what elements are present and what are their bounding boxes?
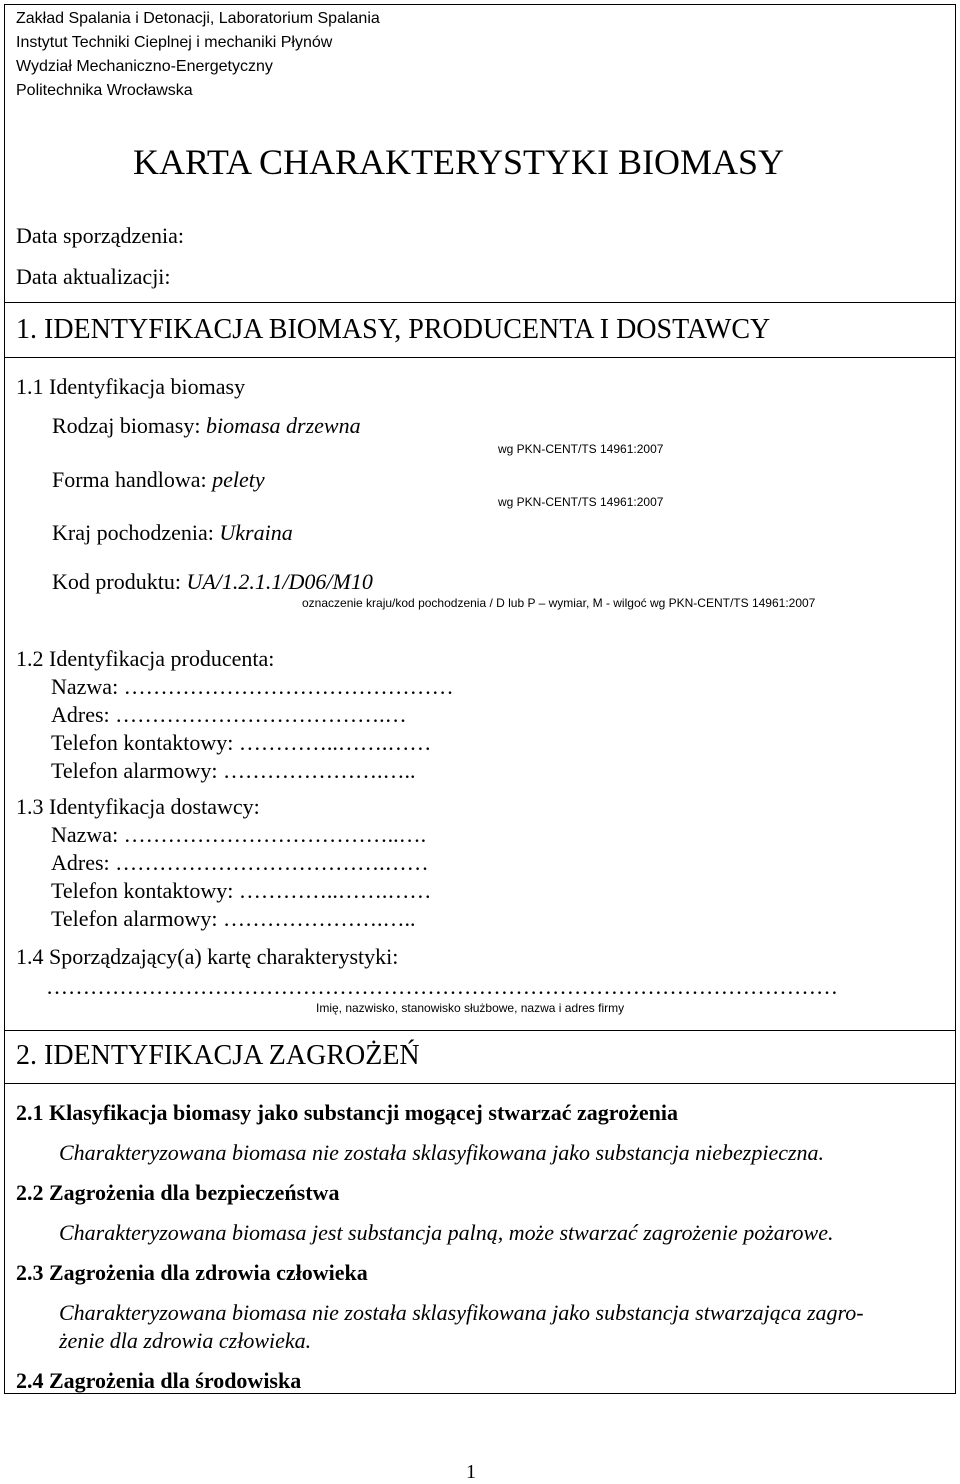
standard-note-1: wg PKN-CENT/TS 14961:2007 [498,442,664,456]
section1-heading: 1. IDENTYFIKACJA BIOMASY, PRODUCENTA I DOSTAWCY [16,314,771,345]
header-line-1: Zakład Spalania i Detonacji, Laboratorium Spalania [16,10,380,27]
s13-heading: 1.3 Identyfikacja dostawcy: [16,794,260,819]
producent-alarm-field: Telefon alarmowy: ………………….….. [51,758,416,783]
product-code-label: Kod produktu: [52,569,181,594]
country-row [52,520,293,546]
s24-heading: 2.4 Zagrożenia dla środowiska [16,1368,302,1393]
s23-text-line-2: żenie dla zdrowia człowieka. [59,1328,312,1353]
divider-section2-top [4,1030,956,1031]
s22-heading: 2.2 Zagrożenia dla bezpieczeństwa [16,1180,340,1205]
product-code-row [52,569,373,595]
date-updated-label: Data aktualizacji: [16,264,171,289]
header-line-2: Instytut Techniki Cieplnej i mechaniki Płynów [16,34,333,51]
institution-header [16,7,380,103]
section2-heading: 2. IDENTYFIKACJA ZAGROŻEŃ [16,1040,420,1071]
producent-phone-field: Telefon kontaktowy: …………..…….…… [51,730,432,755]
s23-text-line-1: Charakteryzowana biomasa nie została sklasyfikowana jako substancja stwarzająca zagro- [59,1300,864,1325]
country-value: Ukraina [219,520,293,545]
s21-text: Charakteryzowana biomasa nie została sklasyfikowana jako substancja niebezpieczna. [59,1140,825,1165]
biomass-type-value: biomasa drzewna [205,413,361,438]
divider-title [4,302,956,303]
supplier-block [16,793,431,933]
producent-address-field: Adres: ……………………………….… [51,702,407,727]
biomass-type-label: Rodzaj biomasy: [52,413,201,438]
s22-text: Charakteryzowana biomasa jest substancja palną, może stwarzać zagrożenie pożarowe. [59,1220,834,1245]
preparer-caption: Imię, nazwisko, stanowisko służbowe, nazwa i adres firmy [316,1001,625,1015]
page-title: KARTA CHARAKTERYSTYKI BIOMASY [133,142,785,182]
s23-heading: 2.3 Zagrożenia dla zdrowia człowieka [16,1260,368,1285]
date-prepared-label: Data sporządzenia: [16,223,184,248]
biomass-type-row [52,413,361,439]
supplier-name-field: Nazwa: ………………………………..…. [51,822,427,847]
supplier-phone-field: Telefon kontaktowy: …………..…….…… [51,878,432,903]
s14-heading: 1.4 Sporządzający(a) kartę charakterystyki: [16,944,399,969]
standard-note-2: wg PKN-CENT/TS 14961:2007 [498,495,664,509]
page-number: 1 [466,1461,476,1483]
s11-heading: 1.1 Identyfikacja biomasy [16,374,246,399]
preparer-dots: ……………………………………………………………………………………………… [46,974,838,999]
product-code-note: oznaczenie kraju/kod pochodzenia / D lub P – wymiar, M - wilgoć wg PKN-CENT/TS 14961:2007 [302,596,816,610]
trade-form-row [52,467,265,493]
producent-block [16,645,454,785]
s12-heading: 1.2 Identyfikacja producenta: [16,646,275,671]
producent-name-field: Nazwa: ……………………………………… [51,674,454,699]
divider-section1 [4,357,956,358]
supplier-address-field: Adres: ……………………………….…… [51,850,429,875]
s21-heading: 2.1 Klasyfikacja biomasy jako substancji mogącej stwarzać zagrożenia [16,1100,678,1125]
trade-form-value: pelety [212,467,265,492]
supplier-alarm-field: Telefon alarmowy: ………………….….. [51,906,416,931]
trade-form-label: Forma handlowa: [52,467,207,492]
header-line-3: Wydział Mechaniczno-Energetyczny [16,58,273,75]
country-label: Kraj pochodzenia: [52,520,214,545]
product-code-value: UA/1.2.1.1/D06/M10 [186,569,373,594]
header-line-4: Politechnika Wrocławska [16,82,193,99]
divider-section2-bottom [4,1083,956,1084]
